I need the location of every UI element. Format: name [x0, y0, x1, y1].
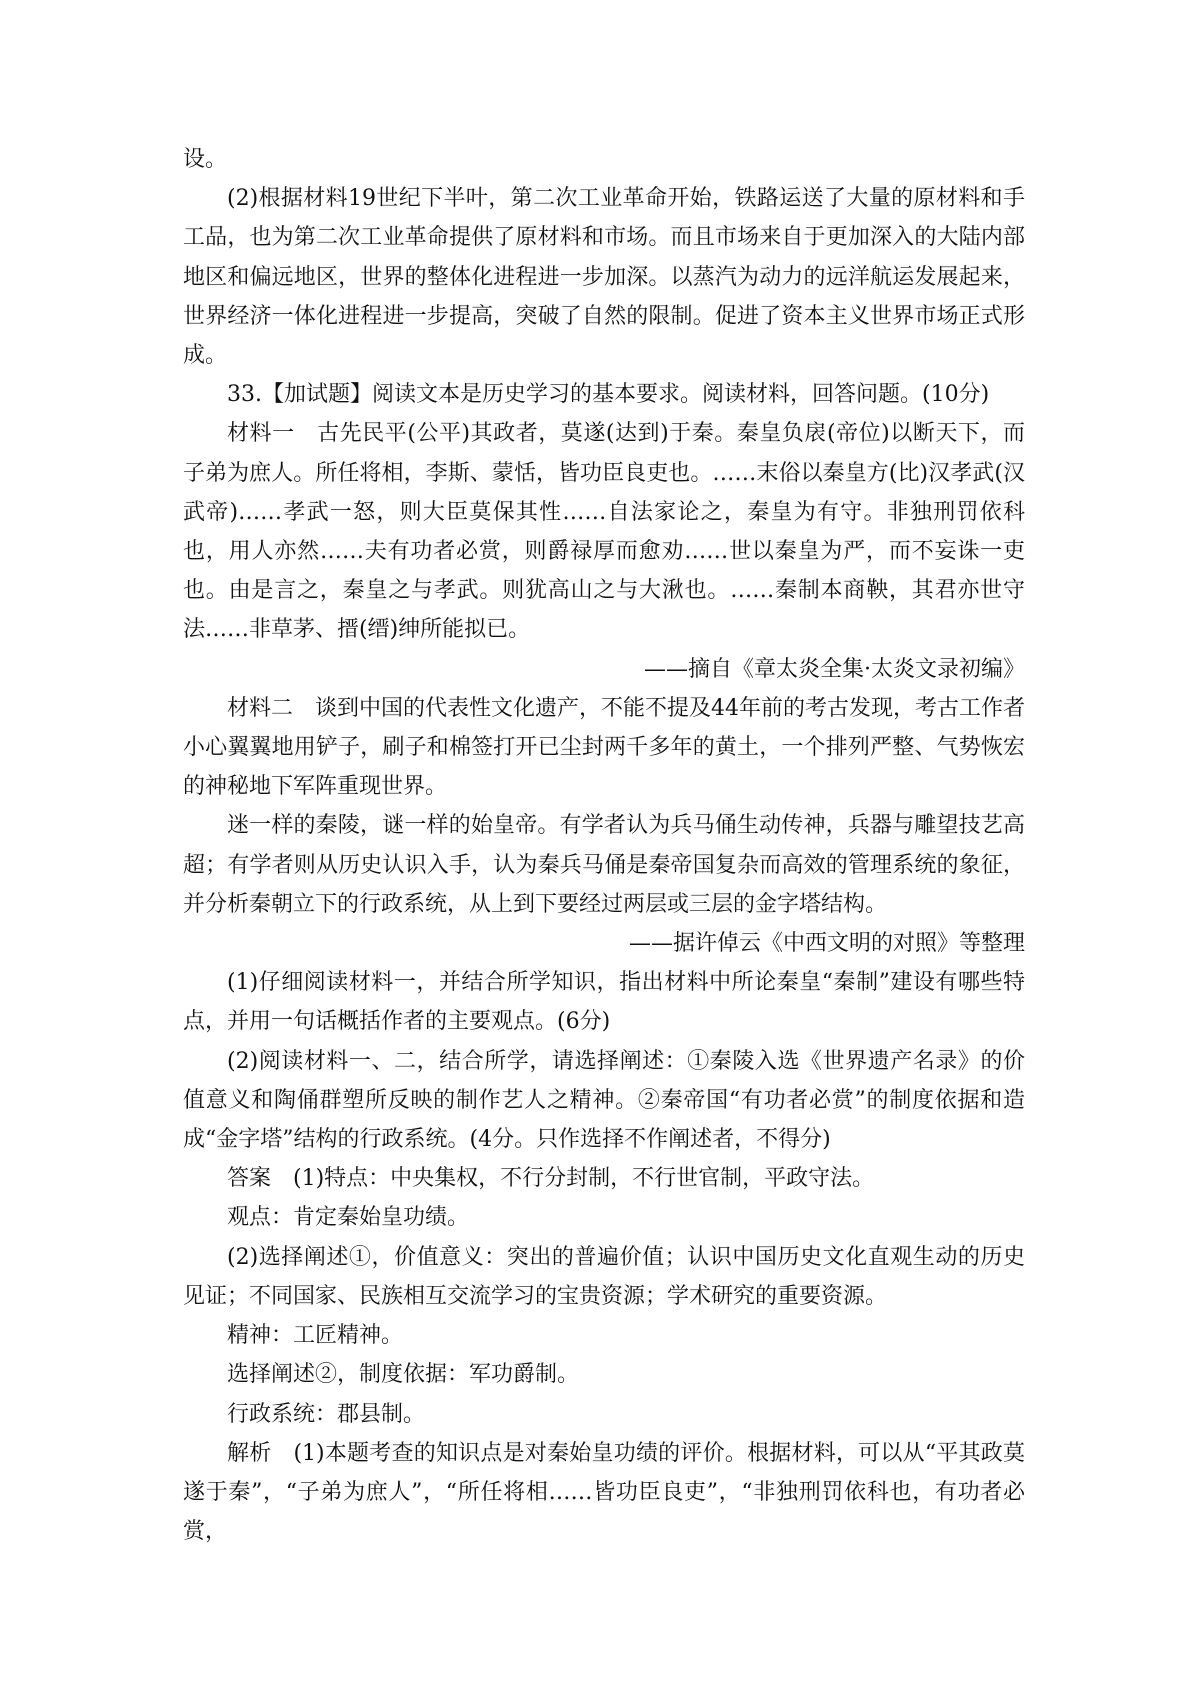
answer-viewpoint: 观点：肯定秦始皇功绩。	[227, 1205, 470, 1231]
material-one-source: ——摘自《章太炎全集·太炎文录初编》	[644, 656, 1025, 682]
material-two-text: 谈到中国的代表性文化遗产，不能不提及44年前的考古发现，考古工作者小心翼翼地用铲子，刷子和棉签打开已尘封两千多年的黄土，一个排列严整、气势恢宏的神秘地下军阵重现世界。	[183, 695, 1026, 800]
answer-part-2-choice-1: (2)选择阐述①，价值意义：突出的普遍价值；认识中国历史文化直观生动的历史见证；不同国家、民族相互交流学习的宝贵资源；学术研究的重要资源。	[183, 1244, 1025, 1309]
answer-label: 答案	[227, 1166, 272, 1192]
paragraph-continuation: 设。	[183, 147, 228, 172]
material-two	[183, 689, 1025, 807]
material-one-label: 材料一	[227, 421, 295, 447]
material-two-source: ——据许倬云《中西文明的对照》等整理	[628, 931, 1025, 957]
analysis-text: (1)本题考查的知识点是对秦始皇功绩的评价。根据材料，可以从“平其政莫遂于秦”，“子弟为庶人”，“所任将相……皆功臣良吏”，“非独刑罚依科也，有功者必赏，	[183, 1440, 1025, 1545]
document-body	[183, 140, 1025, 1551]
question-33-heading: 33.【加试题】阅读文本是历史学习的基本要求。阅读材料，回答问题。(10分)	[227, 382, 990, 408]
analysis-label: 解析	[227, 1440, 272, 1466]
answer-part-2-choice-2: 选择阐述②，制度依据：军功爵制。	[227, 1362, 580, 1388]
answer-spirit: 精神：工匠精神。	[227, 1323, 404, 1349]
sub-question-2: (2)阅读材料一、二，结合所学，请选择阐述：①秦陵入选《世界遗产名录》的价值意义和陶俑群塑所反映的制作艺人之精神。②秦帝国“有功者必赏”的制度依据和造成“金字塔”结构的行政系统。(4分。只作选择不作阐述者，不得分)	[183, 1048, 1025, 1153]
material-one-text: 古先民平(公平)其政者，莫遂(达到)于秦。秦皇负扆(帝位)以断天下，而子弟为庶人。所任将相，李斯、蒙恬，皆功臣良吏也。……末俗以秦皇方(比)汉孝武(汉武帝)……孝武一怒，则大臣莫保其性……自法家论之，秦皇为有守。非独刑罚依科也，用人亦然……夫有功者必赏，则爵禄厚而愈劝……世以秦皇为严，而不妄诛一吏也。由是言之，秦皇之与孝武。则犹高山之与大湫也。……秦制本商鞅，其君亦世守法……非草茅、搢(缙)绅所能拟已。	[183, 421, 1025, 643]
answer-part-1	[183, 1159, 1025, 1198]
answer-admin-system: 行政系统：郡县制。	[227, 1401, 426, 1427]
answer-part-1-text: (1)特点：中央集权，不行分封制，不行世官制，平政守法。	[293, 1166, 875, 1192]
paragraph-answer-2: (2)根据材料19世纪下半叶，第二次工业革命开始，铁路运送了大量的原材料和手工品，也为第二次工业革命提供了原材料和市场。而且市场来自于更加深入的大陆内部地区和偏远地区，世界的整体化进程进一步加深。以蒸汽为动力的远洋航运发展起来，世界经济一体化进程进一步提高，突破了自然的限制。促进了资本主义世界市场正式形成。	[183, 186, 1025, 369]
sub-question-1: (1)仔细阅读材料一，并结合所学知识，指出材料中所论秦皇“秦制”建设有哪些特点，并用一句话概括作者的主要观点。(6分)	[183, 970, 1025, 1035]
analysis	[183, 1434, 1025, 1552]
material-two-label: 材料二	[227, 695, 294, 721]
material-one	[183, 414, 1025, 649]
material-two-continued: 迷一样的秦陵，谜一样的始皇帝。有学者认为兵马俑生动传神，兵器与雕望技艺高超；有学者则从历史认识入手，认为秦兵马俑是秦帝国复杂而高效的管理系统的象征，并分析秦朝立下的行政系统，从上到下要经过两层或三层的金字塔结构。	[183, 813, 1025, 917]
